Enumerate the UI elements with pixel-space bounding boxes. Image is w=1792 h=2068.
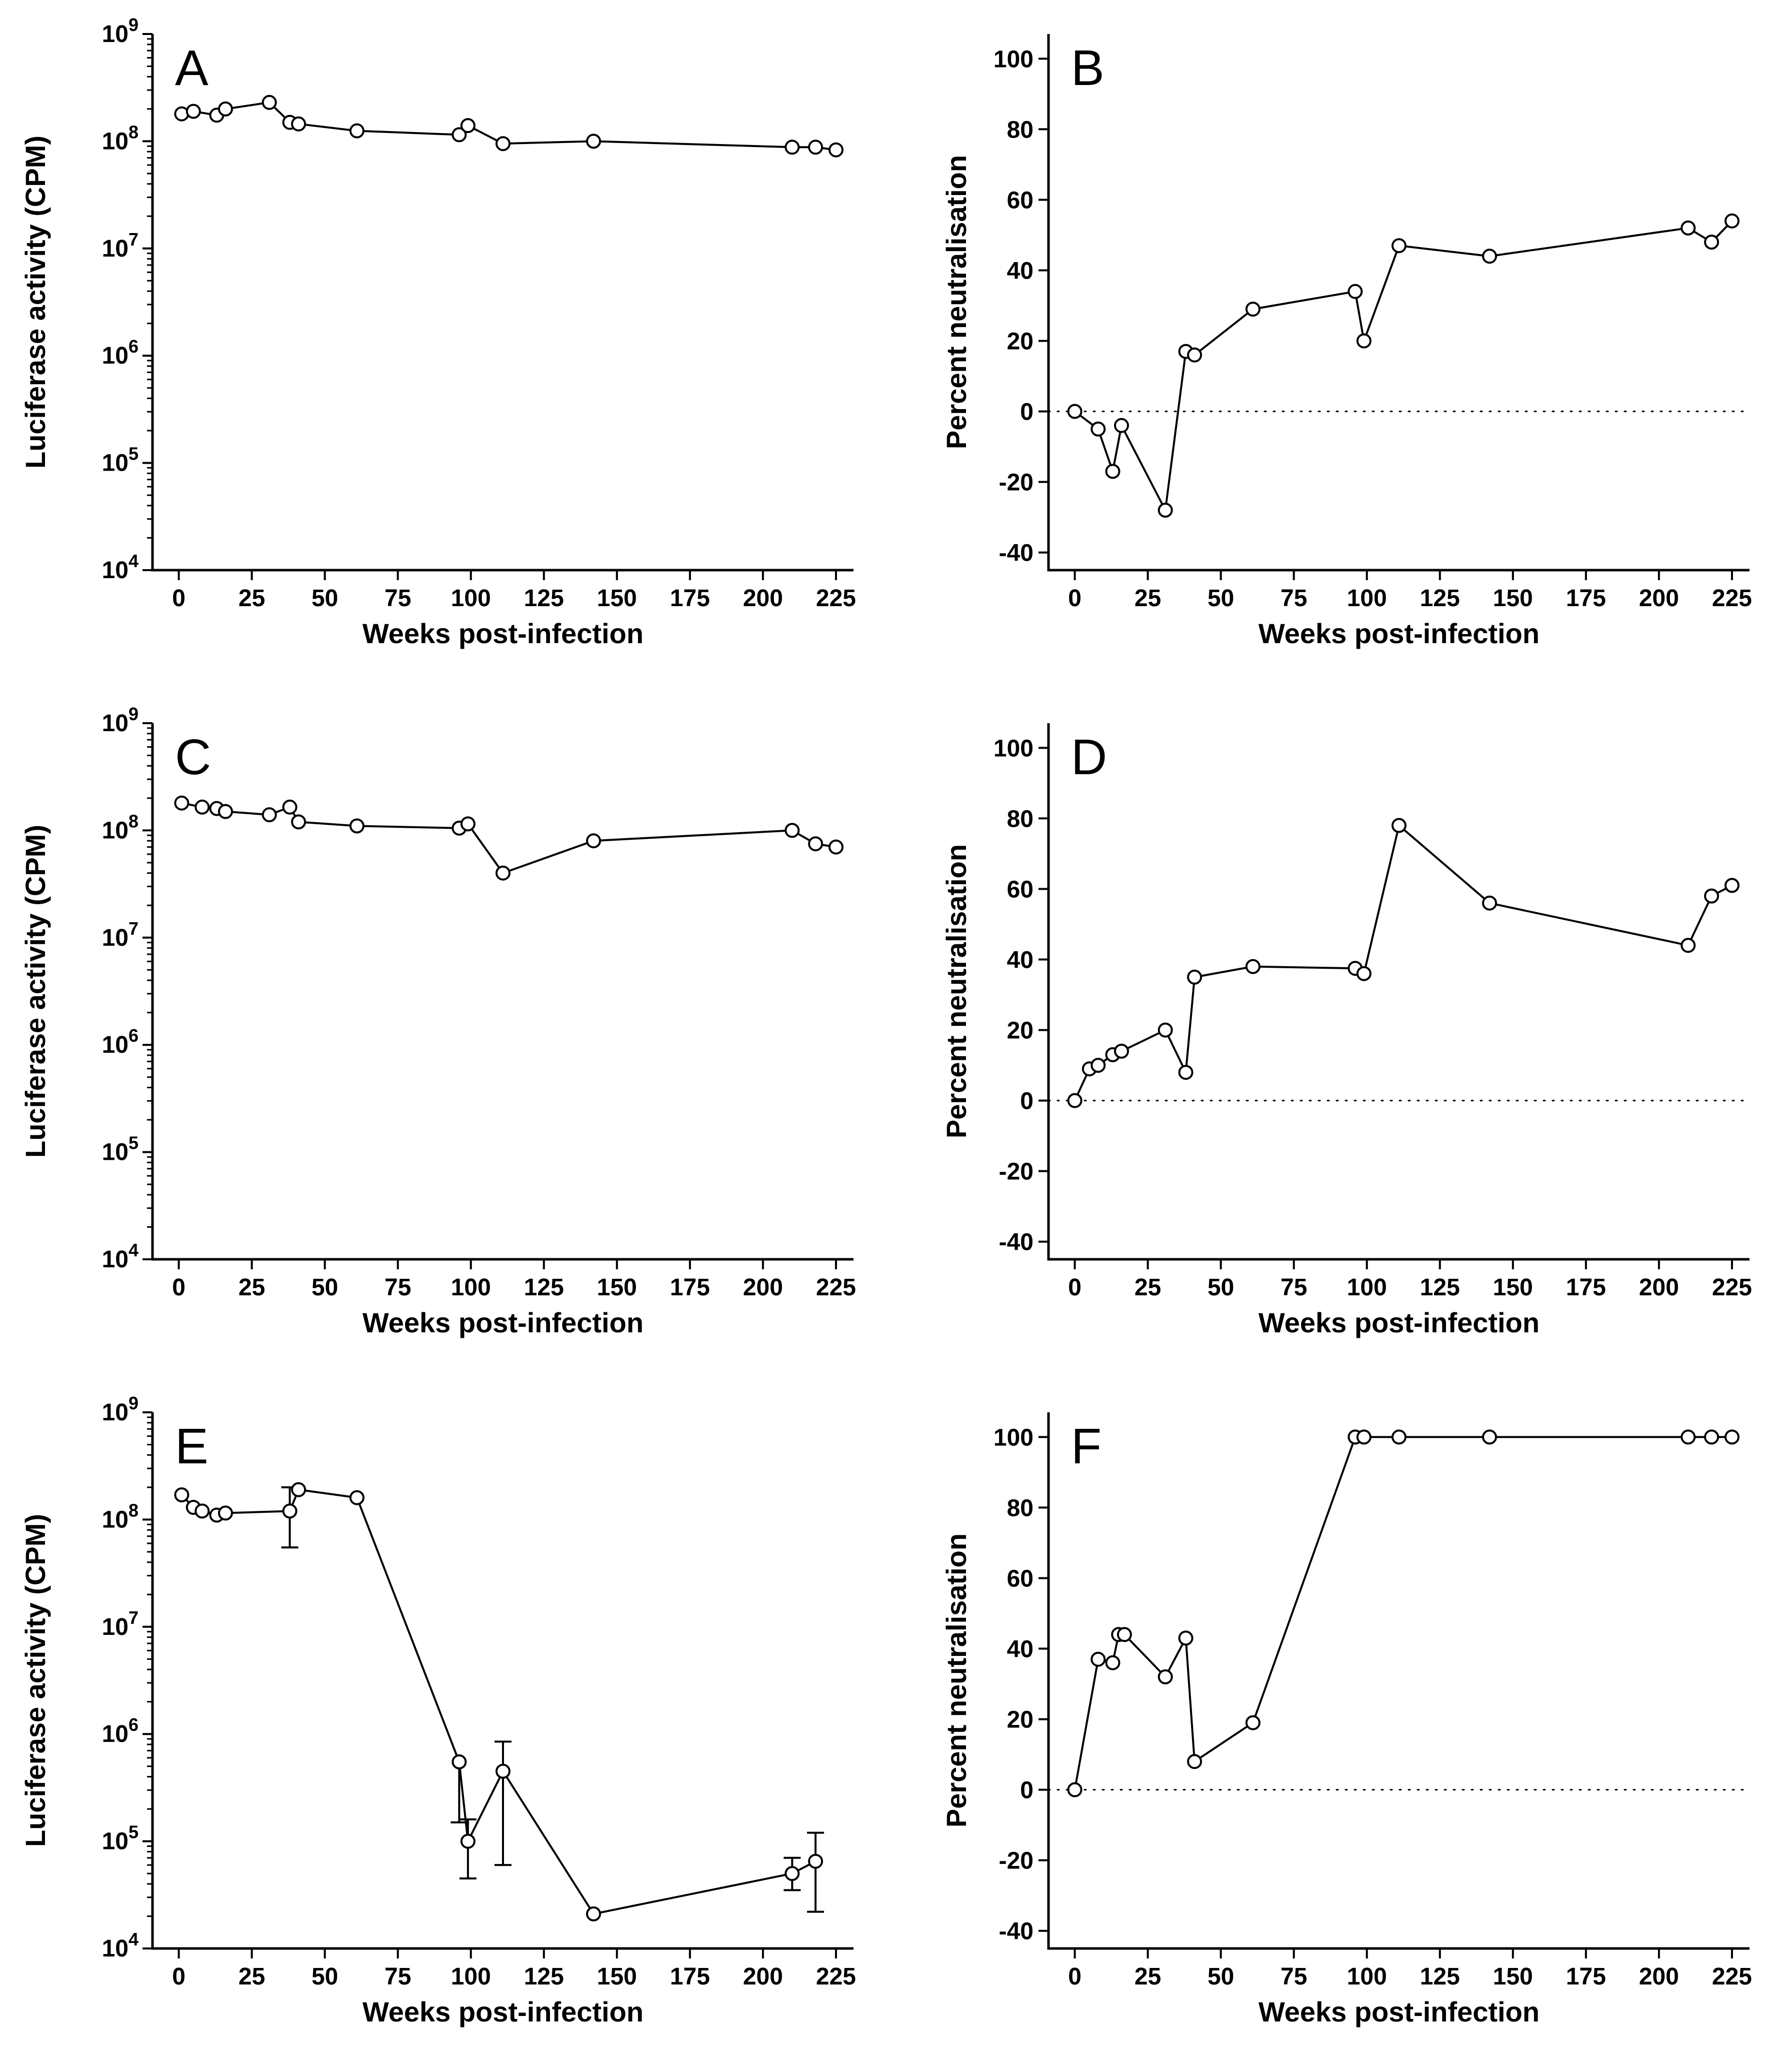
data-line <box>1075 221 1732 510</box>
x-tick-label: 50 <box>1207 1274 1234 1301</box>
y-tick-label: 0 <box>1020 399 1034 426</box>
y-tick-label: -20 <box>998 1158 1034 1185</box>
panel-letter: B <box>1071 40 1104 96</box>
data-point <box>786 824 798 837</box>
panel-f-svg <box>896 1378 1792 2067</box>
x-tick-label: 150 <box>1492 1274 1533 1301</box>
data-point <box>1705 890 1718 903</box>
data-line <box>182 1490 816 1914</box>
x-tick-label: 75 <box>384 585 412 612</box>
data-point <box>1726 215 1738 228</box>
y-tick-label: $10^5$ <box>102 1132 138 1166</box>
data-point <box>1705 1430 1718 1443</box>
y-tick-label: -20 <box>998 1847 1034 1874</box>
data-point <box>1115 419 1128 432</box>
x-tick-label: 175 <box>670 585 710 612</box>
y-tick-label: 40 <box>1006 258 1034 285</box>
data-point <box>1159 1670 1172 1683</box>
x-tick-label: 50 <box>1207 585 1234 612</box>
x-tick-label: 225 <box>1712 1963 1752 1990</box>
x-tick-label: 125 <box>524 1274 564 1301</box>
data-point <box>1726 1430 1738 1443</box>
data-point <box>292 1483 305 1496</box>
y-tick-label: $10^9$ <box>102 704 138 737</box>
y-tick-label: $10^8$ <box>102 1500 138 1533</box>
data-point <box>284 1504 296 1517</box>
y-tick-label: $10^4$ <box>102 1240 138 1273</box>
x-tick-label: 100 <box>1346 1963 1387 1990</box>
x-tick-label: 0 <box>172 1963 186 1990</box>
x-tick-label: 75 <box>1280 585 1308 612</box>
panel-letter: F <box>1071 1418 1102 1474</box>
x-axis-label: Weeks post-infection <box>1258 1307 1540 1338</box>
data-point <box>219 103 232 116</box>
y-tick-label: 20 <box>1006 1017 1034 1044</box>
y-tick-label: 80 <box>1006 1495 1034 1522</box>
data-point <box>175 1488 188 1501</box>
data-point <box>1348 285 1362 298</box>
data-point <box>1092 1059 1104 1072</box>
y-tick-label: 20 <box>1006 328 1034 355</box>
x-tick-label: 150 <box>1492 1963 1533 1990</box>
data-point <box>1092 1653 1104 1666</box>
x-tick-label: 25 <box>238 1274 266 1301</box>
data-point <box>1483 250 1496 263</box>
x-tick-label: 25 <box>238 585 266 612</box>
panel-f-chart <box>896 1378 1792 2067</box>
x-tick-label: 225 <box>816 585 856 612</box>
data-point <box>1188 1755 1201 1768</box>
data-point <box>1180 1066 1192 1079</box>
x-tick-label: 125 <box>524 1963 564 1990</box>
y-tick-label: $10^6$ <box>102 336 138 370</box>
x-tick-label: 75 <box>1280 1963 1308 1990</box>
panel-a-chart <box>0 0 896 689</box>
data-point <box>462 817 474 830</box>
x-tick-label: 100 <box>450 1963 491 1990</box>
data-point <box>830 144 842 157</box>
y-tick-label: 20 <box>1006 1706 1034 1733</box>
x-tick-label: 175 <box>670 1963 710 1990</box>
data-point <box>1358 967 1370 980</box>
data-point <box>292 815 305 828</box>
data-point <box>496 137 510 150</box>
data-point <box>1726 879 1738 892</box>
data-point <box>1180 1631 1192 1644</box>
data-point <box>219 1506 232 1519</box>
y-axis-label: Luciferase activity (CPM) <box>20 825 51 1158</box>
y-tick-label: $10^4$ <box>102 1929 138 1962</box>
x-tick-label: 125 <box>524 585 564 612</box>
data-point <box>263 808 276 821</box>
panel-letter: D <box>1071 729 1108 785</box>
data-point <box>1068 405 1082 418</box>
x-tick-label: 225 <box>1712 585 1752 612</box>
x-tick-label: 75 <box>384 1963 412 1990</box>
x-tick-label: 0 <box>1068 1274 1082 1301</box>
y-tick-label: 40 <box>1006 947 1034 974</box>
data-point <box>462 1835 474 1848</box>
x-tick-label: 0 <box>1068 1963 1082 1990</box>
x-tick-label: 150 <box>596 1274 637 1301</box>
x-tick-label: 75 <box>384 1274 412 1301</box>
data-point <box>1483 897 1496 910</box>
y-tick-label: $10^4$ <box>102 551 138 584</box>
x-tick-label: 0 <box>1068 585 1082 612</box>
data-point <box>1358 1430 1370 1443</box>
data-point <box>1188 349 1201 362</box>
y-tick-label: $10^7$ <box>102 229 138 262</box>
x-axis-label: Weeks post-infection <box>362 1996 644 2027</box>
panel-b-chart <box>896 0 1792 689</box>
data-point <box>1682 1430 1694 1443</box>
data-point <box>587 834 600 847</box>
data-point <box>1246 303 1260 316</box>
x-tick-label: 50 <box>311 1963 338 1990</box>
panel-a-svg <box>0 0 896 689</box>
y-tick-label: $10^7$ <box>102 918 138 951</box>
y-tick-label: $10^8$ <box>102 122 138 155</box>
data-point <box>196 801 208 814</box>
panel-d-chart <box>896 689 1792 1378</box>
x-tick-label: 225 <box>816 1274 856 1301</box>
y-axis-label: Percent neutralisation <box>940 1533 972 1828</box>
y-tick-label: $10^9$ <box>102 15 138 48</box>
data-point <box>496 1765 510 1778</box>
y-tick-label: 80 <box>1006 117 1034 144</box>
data-point <box>1092 423 1104 436</box>
x-tick-label: 25 <box>1134 1274 1162 1301</box>
x-tick-label: 150 <box>596 585 637 612</box>
data-point <box>350 1491 364 1504</box>
data-point <box>1682 222 1694 235</box>
panel-d-svg <box>896 689 1792 1378</box>
y-tick-label: $10^6$ <box>102 1025 138 1059</box>
y-tick-label: -40 <box>998 1229 1034 1256</box>
x-tick-label: 200 <box>1638 585 1679 612</box>
x-tick-label: 225 <box>816 1963 856 1990</box>
y-tick-label: 100 <box>993 735 1034 762</box>
data-line <box>1075 826 1732 1101</box>
panel-letter: A <box>175 40 208 96</box>
x-axis-label: Weeks post-infection <box>362 618 644 649</box>
data-point <box>1392 239 1406 252</box>
data-point <box>1159 1024 1172 1037</box>
x-tick-label: 25 <box>238 1963 266 1990</box>
data-point <box>1068 1094 1082 1107</box>
y-axis-label: Luciferase activity (CPM) <box>20 1514 51 1847</box>
panel-e-svg <box>0 1378 896 2067</box>
x-tick-label: 100 <box>1346 1274 1387 1301</box>
x-tick-label: 50 <box>311 1274 338 1301</box>
data-point <box>196 1504 208 1517</box>
x-tick-label: 225 <box>1712 1274 1752 1301</box>
data-point <box>1246 960 1260 973</box>
panel-e-chart <box>0 1378 896 2067</box>
data-point <box>350 820 364 833</box>
data-point <box>1159 504 1172 517</box>
x-tick-label: 200 <box>1638 1274 1679 1301</box>
panel-letter: E <box>175 1418 208 1474</box>
y-tick-label: 0 <box>1020 1088 1034 1115</box>
x-tick-label: 200 <box>742 1963 783 1990</box>
x-tick-label: 150 <box>596 1963 637 1990</box>
x-tick-label: 0 <box>172 1274 186 1301</box>
x-tick-label: 200 <box>1638 1963 1679 1990</box>
x-tick-label: 25 <box>1134 585 1162 612</box>
y-axis-label: Luciferase activity (CPM) <box>20 136 51 469</box>
data-point <box>1106 1656 1120 1669</box>
data-point <box>1358 335 1370 348</box>
data-point <box>1188 971 1201 984</box>
data-point <box>809 837 822 850</box>
y-tick-label: $10^8$ <box>102 811 138 844</box>
data-point <box>350 125 364 138</box>
y-axis-label: Percent neutralisation <box>940 155 972 450</box>
panel-c-svg <box>0 689 896 1378</box>
data-point <box>1392 819 1406 832</box>
data-point <box>830 841 842 854</box>
y-tick-label: 100 <box>993 1424 1034 1451</box>
y-tick-label: 60 <box>1006 1565 1034 1592</box>
panel-b-svg <box>896 0 1792 689</box>
data-point <box>175 797 188 810</box>
data-point <box>1115 1045 1128 1058</box>
data-line <box>1075 1437 1732 1789</box>
data-point <box>452 1755 466 1768</box>
x-tick-label: 175 <box>1566 1274 1606 1301</box>
data-point <box>462 119 474 132</box>
y-tick-label: $10^9$ <box>102 1393 138 1426</box>
data-line <box>182 803 836 873</box>
data-point <box>809 141 822 154</box>
data-point <box>292 118 305 131</box>
x-tick-label: 75 <box>1280 1274 1308 1301</box>
data-point <box>1483 1430 1496 1443</box>
x-tick-label: 150 <box>1492 585 1533 612</box>
data-point <box>587 1907 600 1920</box>
data-point <box>1705 236 1718 249</box>
panel-letter: C <box>175 729 212 785</box>
x-axis-label: Weeks post-infection <box>362 1307 644 1338</box>
data-point <box>587 135 600 148</box>
y-tick-label: -40 <box>998 540 1034 567</box>
x-tick-label: 0 <box>172 585 186 612</box>
y-tick-label: 0 <box>1020 1777 1034 1804</box>
x-axis-label: Weeks post-infection <box>1258 618 1540 649</box>
data-point <box>1246 1716 1260 1729</box>
data-point <box>786 141 798 154</box>
y-tick-label: 60 <box>1006 187 1034 214</box>
data-point <box>187 105 200 118</box>
y-axis-label: Percent neutralisation <box>940 844 972 1139</box>
x-tick-label: 125 <box>1420 1274 1460 1301</box>
data-point <box>219 805 232 818</box>
y-tick-label: 40 <box>1006 1636 1034 1663</box>
y-tick-label: -40 <box>998 1918 1034 1945</box>
data-point <box>1068 1783 1082 1796</box>
data-point <box>1106 465 1120 478</box>
x-tick-label: 100 <box>450 1274 491 1301</box>
data-point <box>1392 1430 1406 1443</box>
x-tick-label: 50 <box>311 585 338 612</box>
x-tick-label: 125 <box>1420 1963 1460 1990</box>
x-tick-label: 25 <box>1134 1963 1162 1990</box>
data-point <box>284 801 296 814</box>
y-tick-label: $10^6$ <box>102 1714 138 1748</box>
data-point <box>263 96 276 109</box>
x-tick-label: 175 <box>1566 585 1606 612</box>
x-axis-label: Weeks post-infection <box>1258 1996 1540 2027</box>
y-tick-label: -20 <box>998 469 1034 496</box>
x-tick-label: 175 <box>1566 1963 1606 1990</box>
y-tick-label: 60 <box>1006 876 1034 903</box>
data-point <box>1118 1628 1131 1641</box>
x-tick-label: 100 <box>1346 585 1387 612</box>
y-tick-label: $10^7$ <box>102 1607 138 1640</box>
data-point <box>786 1867 798 1880</box>
y-tick-label: $10^5$ <box>102 443 138 477</box>
x-tick-label: 200 <box>742 585 783 612</box>
y-tick-label: $10^5$ <box>102 1821 138 1855</box>
x-tick-label: 50 <box>1207 1963 1234 1990</box>
x-tick-label: 175 <box>670 1274 710 1301</box>
x-tick-label: 100 <box>450 585 491 612</box>
y-tick-label: 80 <box>1006 806 1034 833</box>
data-point <box>1682 939 1694 952</box>
panel-c-chart <box>0 689 896 1378</box>
x-tick-label: 125 <box>1420 585 1460 612</box>
x-tick-label: 200 <box>742 1274 783 1301</box>
data-point <box>496 867 510 880</box>
data-point <box>809 1855 822 1868</box>
y-tick-label: 100 <box>993 46 1034 73</box>
